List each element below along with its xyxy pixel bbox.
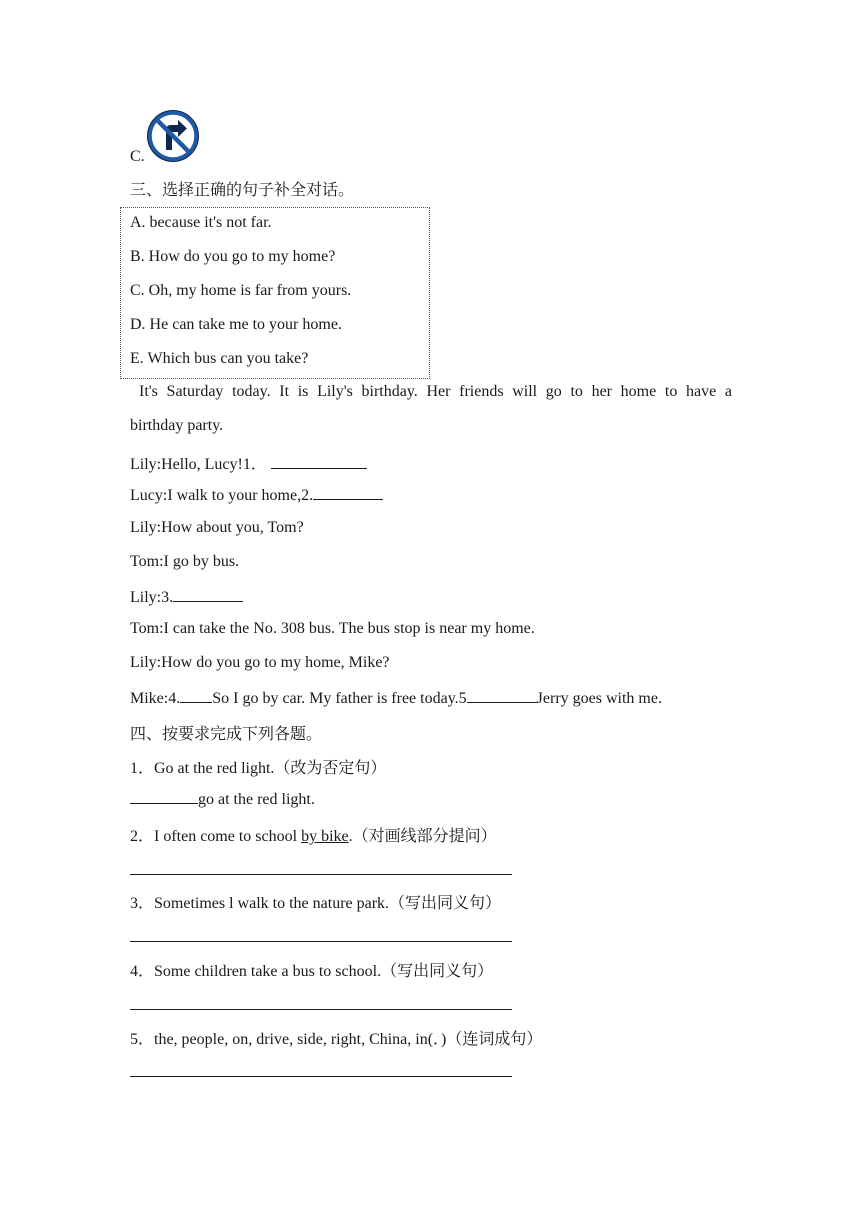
option-e: E. Which bus can you take? <box>130 350 309 367</box>
section3-title: 三、选择正确的句子补全对话。 <box>130 182 355 199</box>
question-3: 3．Sometimes l walk to the nature park.（写出同义句） <box>130 895 502 912</box>
no-right-turn-sign-icon <box>147 110 199 162</box>
question-4: 4．Some children take a bus to school.（写出同义句） <box>130 963 494 980</box>
blank-5[interactable] <box>467 688 537 703</box>
blank-2[interactable] <box>313 485 383 500</box>
answer-line-q3[interactable] <box>130 941 512 942</box>
dialogue-line-2: Lucy:I walk to your home,2. <box>130 485 383 505</box>
option-b: B. How do you go to my home? <box>130 248 336 265</box>
question-5: 5．the, people, on, drive, side, right, China, in(．)（连词成句） <box>130 1031 543 1048</box>
underlined-phrase: by bike <box>301 828 349 845</box>
answer-line-q4[interactable] <box>130 1009 512 1010</box>
blank-1[interactable] <box>271 454 367 469</box>
option-c-label: C. <box>130 148 145 165</box>
dialogue-line-7: Lily:How do you go to my home, Mike? <box>130 654 390 671</box>
dialogue-line-8: Mike:4. So I go by car. My father is free today.5 Jerry goes with me. <box>130 690 662 707</box>
intro-paragraph-line2: birthday party. <box>130 417 224 434</box>
intro-paragraph-line1: It's Saturday today. It is Lily's birthday. Her friends will go to her home to have a <box>139 383 732 400</box>
dialogue-line-3: Lily:How about you, Tom? <box>130 519 304 536</box>
question-1: 1．Go at the red light.（改为否定句） <box>130 760 387 777</box>
question-1-answer-line: go at the red light. <box>130 789 315 809</box>
blank-q1[interactable] <box>130 789 198 804</box>
question-2: 2．I often come to school by bike.（对画线部分提问） <box>130 828 497 845</box>
dialogue-line-5: Lily:3. <box>130 587 243 607</box>
section4-title: 四、按要求完成下列各题。 <box>130 726 323 743</box>
option-d: D. He can take me to your home. <box>130 316 342 333</box>
blank-3[interactable] <box>173 587 243 602</box>
option-c: C. Oh, my home is far from yours. <box>130 282 352 299</box>
answer-line-q5[interactable] <box>130 1076 512 1077</box>
option-a: A. because it's not far. <box>130 214 272 231</box>
answer-line-q2[interactable] <box>130 874 512 875</box>
dialogue-line-6: Tom:I can take the No. 308 bus. The bus stop is near my home. <box>130 620 535 637</box>
dialogue-line-4: Tom:I go by bus. <box>130 553 240 570</box>
blank-4[interactable] <box>180 688 212 703</box>
dialogue-line-1: Lily:Hello, Lucy!1． <box>130 451 367 474</box>
